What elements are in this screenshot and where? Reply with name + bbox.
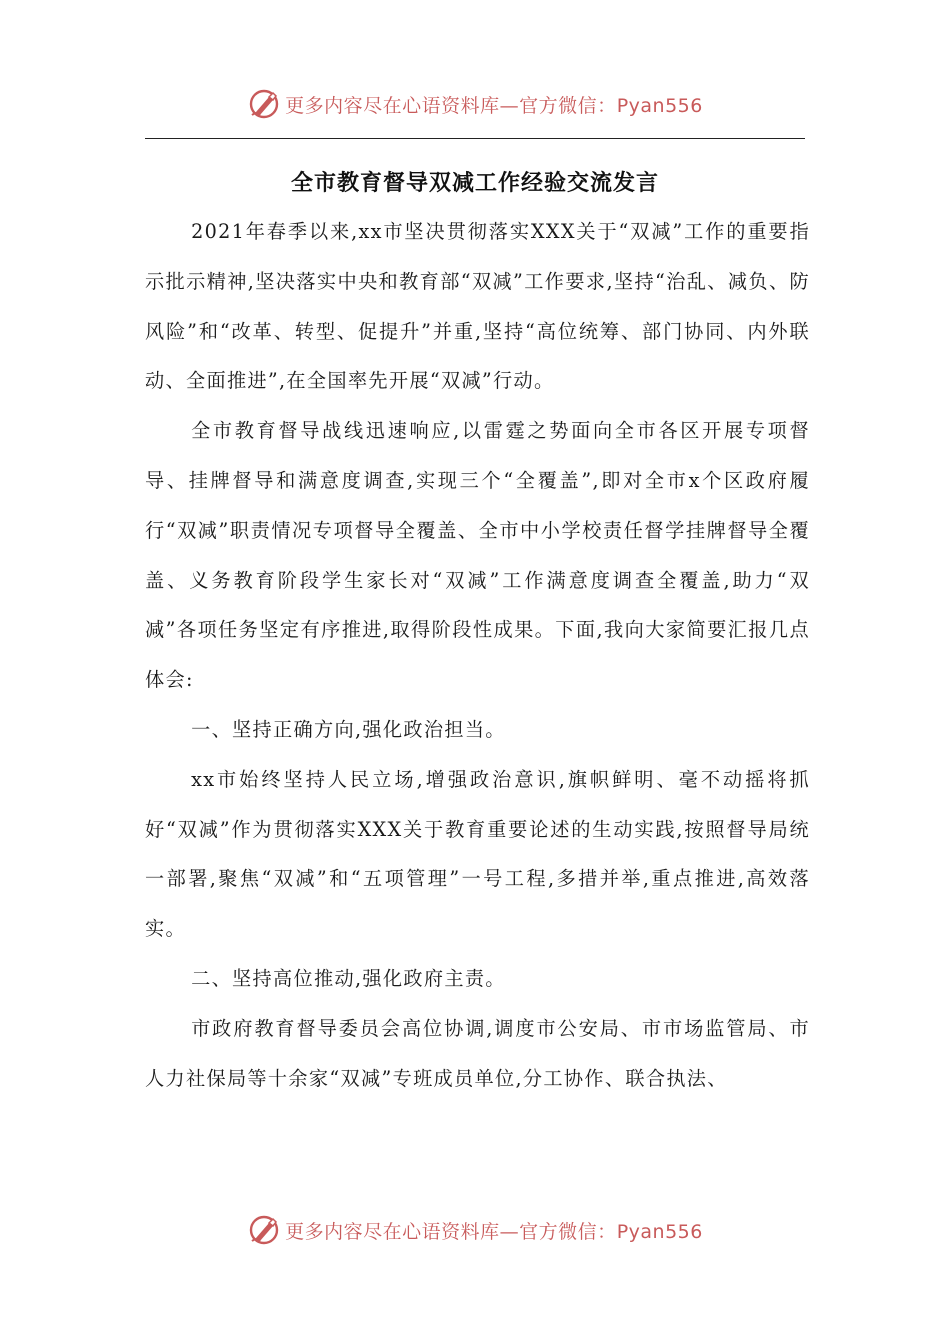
paragraph: xx市始终坚持人民立场,增强政治意识,旗帜鲜明、毫不动摇将抓好“双减”作为贯彻落实XXX关于教育重要论述的生动实践,按照督导局统一部署,聚焦“双减”和“五项管理”一号工程,多措并举,重点推进,高效落实。	[145, 767, 810, 941]
banner-main-text: 更多内容尽在心语资料库	[285, 94, 500, 117]
paragraph: 全市教育督导战线迅速响应,以雷霆之势面向全市各区开展专项督导、挂牌督导和满意度调查,实现三个“全覆盖”,即对全市x个区政府履行“双减”职责情况专项督导全覆盖、全市中小学校责任督学挂牌督导全覆盖、义务教育阶段学生家长对“双减”工作满意度调查全覆盖,助力“双减”各项任务坚定有序推进,取得阶段性成果。下面,我向大家简要汇报几点体会:	[145, 419, 810, 692]
banner-wechat-id: Pyan556	[616, 94, 703, 117]
banner-wechat-id: Pyan556	[616, 1220, 703, 1243]
paragraph: 市政府教育督导委员会高位协调,调度市公安局、市市场监管局、市人力社保局等十余家“双减”专班成员单位,分工协作、联合执法、	[145, 1016, 810, 1090]
banner-wechat-label: 官方微信：	[519, 1220, 617, 1243]
header-banner	[0, 84, 950, 124]
header-rule	[145, 138, 805, 139]
banner-main-text: 更多内容尽在心语资料库	[285, 1220, 500, 1243]
banner-text	[285, 1217, 703, 1244]
section-heading: 一、坚持正确方向,强化政治担当。	[191, 717, 506, 741]
footer-banner	[0, 1210, 950, 1250]
banner-text	[285, 91, 703, 118]
paragraph: 2021年春季以来,xx市坚决贯彻落实XXX关于“双减”工作的重要指示批示精神,坚决落实中央和教育部“双减”工作要求,坚持“治乱、减负、防风险”和“改革、转型、促提升”并重,坚持“高位统筹、部门协同、内外联动、全面推进”,在全国率先开展“双减”行动。	[145, 220, 810, 393]
document-body	[145, 207, 810, 1103]
pen-nib-seal-icon	[247, 1213, 281, 1247]
banner-wechat-label: 官方微信：	[519, 94, 617, 117]
banner-dash: —	[499, 1220, 520, 1243]
pen-nib-seal-icon	[247, 87, 281, 121]
section-heading: 二、坚持高位推动,强化政府主责。	[191, 966, 506, 990]
banner-dash: —	[499, 94, 520, 117]
document-title: 全市教育督导双减工作经验交流发言	[290, 171, 659, 196]
